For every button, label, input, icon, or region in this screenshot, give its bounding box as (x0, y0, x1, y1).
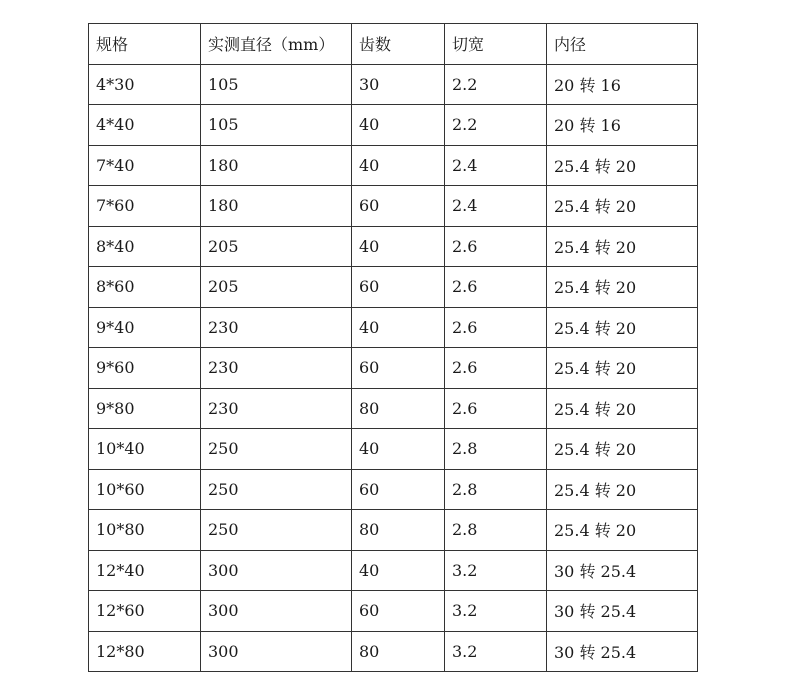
cell-spec: 4*30 (89, 64, 201, 105)
cell-teeth: 40 (352, 429, 445, 470)
cell-measured-diameter: 300 (201, 591, 352, 632)
cell-spec: 12*40 (89, 550, 201, 591)
cell-spec: 10*80 (89, 510, 201, 551)
cell-kerf: 2.8 (445, 510, 547, 551)
cell-measured-diameter: 105 (201, 64, 352, 105)
cell-spec: 9*60 (89, 348, 201, 389)
cell-measured-diameter: 300 (201, 550, 352, 591)
cell-bore: 25.4 转 20 (547, 388, 698, 429)
table-row (89, 64, 698, 105)
cell-bore: 25.4 转 20 (547, 186, 698, 227)
cell-kerf: 2.6 (445, 226, 547, 267)
cell-kerf: 3.2 (445, 550, 547, 591)
table-row (89, 145, 698, 186)
cell-bore: 30 转 25.4 (547, 631, 698, 672)
cell-kerf: 2.8 (445, 469, 547, 510)
cell-bore: 25.4 转 20 (547, 267, 698, 308)
cell-teeth: 80 (352, 388, 445, 429)
cell-spec: 12*60 (89, 591, 201, 632)
cell-measured-diameter: 105 (201, 105, 352, 146)
cell-spec: 9*40 (89, 307, 201, 348)
cell-bore: 25.4 转 20 (547, 226, 698, 267)
spec-table (88, 23, 698, 672)
cell-measured-diameter: 250 (201, 429, 352, 470)
cell-bore: 30 转 25.4 (547, 591, 698, 632)
header-measured-diameter: 实测直径（mm） (201, 24, 352, 65)
cell-spec: 12*80 (89, 631, 201, 672)
cell-measured-diameter: 250 (201, 469, 352, 510)
cell-teeth: 40 (352, 550, 445, 591)
cell-bore: 20 转 16 (547, 64, 698, 105)
cell-kerf: 2.8 (445, 429, 547, 470)
cell-kerf: 3.2 (445, 631, 547, 672)
cell-measured-diameter: 230 (201, 348, 352, 389)
table-row (89, 307, 698, 348)
cell-kerf: 2.6 (445, 307, 547, 348)
table-row (89, 510, 698, 551)
cell-bore: 25.4 转 20 (547, 307, 698, 348)
table-row (89, 550, 698, 591)
cell-teeth: 30 (352, 64, 445, 105)
table-row (89, 429, 698, 470)
cell-kerf: 2.6 (445, 267, 547, 308)
header-kerf: 切宽 (445, 24, 547, 65)
cell-bore: 25.4 转 20 (547, 145, 698, 186)
cell-kerf: 2.6 (445, 388, 547, 429)
cell-bore: 25.4 转 20 (547, 348, 698, 389)
cell-spec: 10*40 (89, 429, 201, 470)
cell-teeth: 40 (352, 307, 445, 348)
cell-teeth: 40 (352, 105, 445, 146)
cell-bore: 20 转 16 (547, 105, 698, 146)
cell-teeth: 60 (352, 267, 445, 308)
cell-measured-diameter: 205 (201, 267, 352, 308)
cell-measured-diameter: 250 (201, 510, 352, 551)
cell-teeth: 60 (352, 186, 445, 227)
table-body (89, 64, 698, 672)
cell-spec: 7*60 (89, 186, 201, 227)
table-row (89, 267, 698, 308)
cell-measured-diameter: 180 (201, 145, 352, 186)
cell-teeth: 60 (352, 469, 445, 510)
cell-measured-diameter: 230 (201, 388, 352, 429)
table-row (89, 591, 698, 632)
cell-kerf: 2.2 (445, 105, 547, 146)
cell-kerf: 2.4 (445, 186, 547, 227)
cell-kerf: 2.6 (445, 348, 547, 389)
table-row (89, 469, 698, 510)
cell-teeth: 40 (352, 226, 445, 267)
table-row (89, 105, 698, 146)
cell-spec: 9*80 (89, 388, 201, 429)
cell-spec: 10*60 (89, 469, 201, 510)
table-row (89, 388, 698, 429)
cell-kerf: 2.2 (445, 64, 547, 105)
cell-bore: 30 转 25.4 (547, 550, 698, 591)
cell-bore: 25.4 转 20 (547, 429, 698, 470)
header-spec: 规格 (89, 24, 201, 65)
cell-spec: 7*40 (89, 145, 201, 186)
cell-bore: 25.4 转 20 (547, 510, 698, 551)
cell-measured-diameter: 230 (201, 307, 352, 348)
cell-spec: 8*60 (89, 267, 201, 308)
header-teeth: 齿数 (352, 24, 445, 65)
table-row (89, 631, 698, 672)
cell-measured-diameter: 300 (201, 631, 352, 672)
cell-kerf: 2.4 (445, 145, 547, 186)
cell-teeth: 80 (352, 510, 445, 551)
table-row (89, 186, 698, 227)
cell-bore: 25.4 转 20 (547, 469, 698, 510)
table-header-row (89, 24, 698, 65)
cell-teeth: 60 (352, 591, 445, 632)
cell-spec: 8*40 (89, 226, 201, 267)
cell-teeth: 40 (352, 145, 445, 186)
cell-spec: 4*40 (89, 105, 201, 146)
table-row (89, 348, 698, 389)
cell-measured-diameter: 180 (201, 186, 352, 227)
table-row (89, 226, 698, 267)
cell-teeth: 60 (352, 348, 445, 389)
cell-teeth: 80 (352, 631, 445, 672)
header-bore: 内径 (547, 24, 698, 65)
cell-measured-diameter: 205 (201, 226, 352, 267)
cell-kerf: 3.2 (445, 591, 547, 632)
